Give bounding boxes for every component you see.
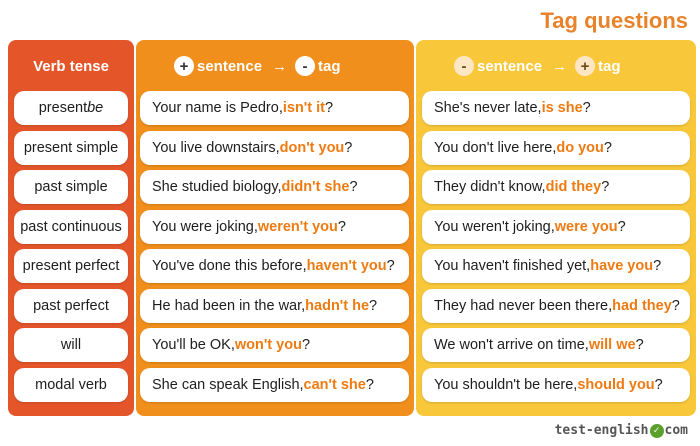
question-tag: haven't you (306, 258, 387, 274)
question-tag: had they (612, 297, 672, 314)
verb-tense-cell (14, 91, 128, 125)
minus-icon: - (295, 56, 315, 76)
question-tag: will we (588, 337, 636, 353)
question-tag: isn't it (282, 100, 325, 116)
positive-example-cell (140, 368, 409, 402)
sentence-text: She's never late, (434, 100, 542, 116)
arrow-right-icon: → (272, 57, 288, 75)
positive-column-header (136, 40, 414, 92)
question-tag: weren't you (257, 218, 338, 235)
sentence-text: Your name is Pedro, (152, 100, 283, 116)
sentence-text: You weren't joking, (434, 218, 555, 235)
positive-example-cell (140, 289, 409, 323)
negative-sentence-column (416, 40, 696, 416)
header-tag-label: tag (318, 57, 341, 75)
question-mark: ? (617, 218, 626, 235)
sentence-text: They had never been there, (434, 297, 613, 314)
brand-logo (555, 423, 688, 438)
negative-example-cell (422, 249, 690, 283)
verb-tense-cell (14, 368, 128, 402)
page-title: Tag questions (540, 8, 688, 33)
negative-example-cell (422, 91, 690, 125)
sentence-text: You haven't finished yet, (434, 258, 591, 274)
brand-domain: com (664, 423, 688, 438)
verb-tense-cell (14, 131, 128, 165)
positive-example-cell (140, 131, 409, 165)
check-icon: ✓ (650, 424, 664, 438)
sentence-text: You don't live here, (434, 139, 557, 156)
negative-example-cell (422, 289, 690, 323)
sentence-text: You shouldn't be here, (434, 376, 578, 393)
brand-name: test-english (554, 423, 649, 438)
question-mark: ? (654, 376, 663, 393)
header-sentence-label: sentence (477, 57, 543, 75)
verb-tense-cell (14, 328, 128, 362)
question-tag: don't you (279, 139, 345, 156)
arrow-right-icon: → (552, 57, 568, 75)
verb-tense-header: Verb tense (33, 57, 109, 75)
negative-column-header (416, 40, 696, 92)
verb-tense-cell (14, 249, 128, 283)
sentence-text: He had been in the war, (152, 297, 306, 314)
verb-tense-text: will (60, 337, 82, 353)
question-tag: do you (556, 139, 604, 156)
question-mark: ? (301, 337, 311, 353)
positive-example-cell (140, 249, 409, 283)
positive-sentence-column (136, 40, 414, 416)
sentence-text: You've done this before, (152, 258, 307, 274)
verb-tense-column (8, 40, 134, 416)
verb-tense-text: past simple (34, 179, 108, 195)
negative-example-cell (422, 131, 690, 165)
verb-tense-emphasis: be (87, 100, 104, 116)
verb-tense-text: present simple (23, 139, 119, 156)
question-tag: did they (545, 179, 602, 195)
positive-example-cell (140, 328, 409, 362)
positive-example-cell (140, 170, 409, 204)
question-mark: ? (337, 218, 346, 235)
verb-tense-cell (14, 289, 128, 323)
verb-tense-cell (14, 210, 128, 244)
header-tag-label: tag (598, 57, 621, 75)
negative-example-cell (422, 328, 690, 362)
sentence-text: You'll be OK, (152, 337, 235, 353)
negative-example-cell (422, 170, 690, 204)
question-tag: should you (577, 376, 655, 393)
plus-icon: + (575, 56, 595, 76)
question-mark: ? (386, 258, 395, 274)
positive-example-cell (140, 91, 409, 125)
question-mark: ? (365, 376, 374, 393)
positive-example-cell (140, 210, 409, 244)
verb-tense-cell (14, 170, 128, 204)
question-mark: ? (344, 139, 353, 156)
sentence-text: You were joking, (152, 218, 258, 235)
question-mark: ? (653, 258, 662, 274)
verb-tense-text: past perfect (33, 297, 109, 314)
sentence-text: You live downstairs, (152, 139, 280, 156)
verb-tense-text: modal verb (35, 376, 107, 393)
verb-tense-text: present perfect (22, 258, 120, 274)
question-mark: ? (601, 179, 610, 195)
sentence-text: She studied biology, (152, 179, 282, 195)
minus-icon: - (454, 56, 474, 76)
negative-example-cell (422, 368, 690, 402)
question-mark: ? (349, 179, 358, 195)
question-tag: is she (541, 100, 583, 116)
question-mark: ? (635, 337, 644, 353)
negative-example-cell (422, 210, 690, 244)
question-mark: ? (324, 100, 334, 116)
sentence-text: They didn't know, (434, 179, 546, 195)
question-tag: won't you (234, 337, 302, 353)
verb-tense-text: past continuous (20, 218, 122, 235)
header-sentence-label: sentence (197, 57, 263, 75)
question-mark: ? (671, 297, 680, 314)
question-tag: can't she (303, 376, 366, 393)
question-tag: were you (554, 218, 618, 235)
plus-icon: + (174, 56, 194, 76)
question-tag: didn't she (281, 179, 350, 195)
verb-tense-text: present (38, 100, 88, 116)
question-tag: hadn't he (305, 297, 370, 314)
question-mark: ? (369, 297, 378, 314)
question-mark: ? (582, 100, 591, 116)
sentence-text: She can speak English, (152, 376, 304, 393)
sentence-text: We won't arrive on time, (434, 337, 589, 353)
question-tag: have you (590, 258, 654, 274)
question-mark: ? (603, 139, 612, 156)
